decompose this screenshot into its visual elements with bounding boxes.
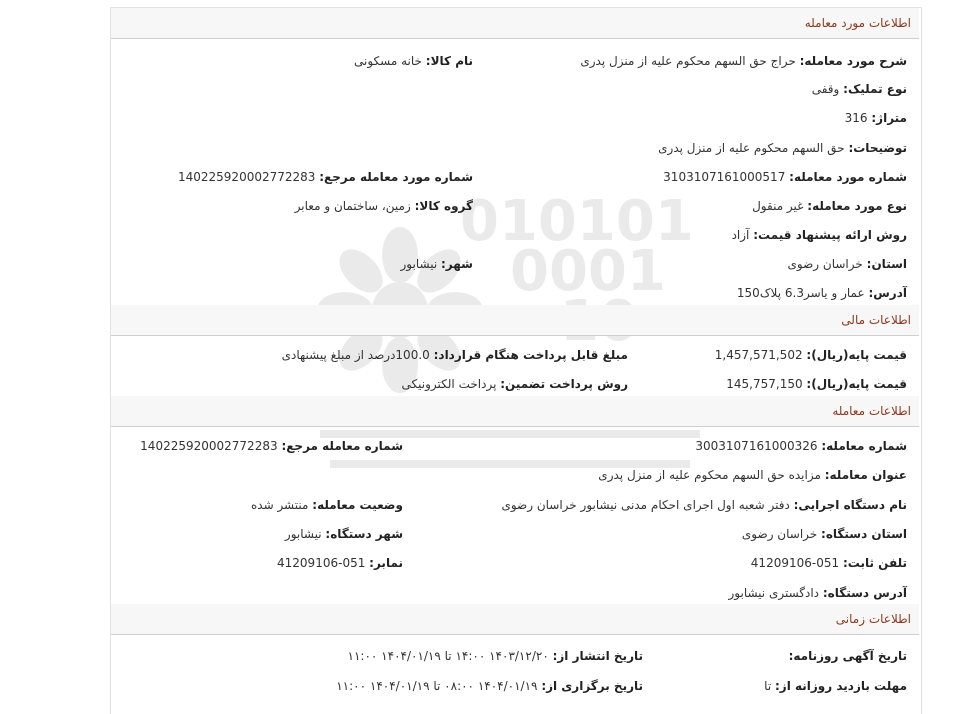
label: تلفن ثابت: <box>842 556 907 570</box>
label: قیمت پایه(ریال): <box>806 377 907 391</box>
label: تاریخ آگهی روزنامه: <box>788 649 907 663</box>
value: ۱۴۰۴/۰۱/۱۹ ۰۸:۰۰ تا ۱۴۰۴/۰۱/۱۹ ۱۱:۰۰ <box>336 679 538 693</box>
field-base-price <box>715 348 907 362</box>
field-hold <box>336 679 643 693</box>
field-offer-method <box>732 228 907 242</box>
label: توضیحات: <box>848 141 907 155</box>
label: آدرس: <box>868 286 907 300</box>
value: 051-41209106 <box>277 556 366 570</box>
field-province <box>788 257 907 271</box>
field-area <box>845 111 907 125</box>
section-deal <box>111 396 919 427</box>
value: غیر منقول <box>752 199 804 213</box>
label: گروه کالا: <box>414 199 473 213</box>
value: 3103107161000517 <box>663 170 786 184</box>
field-city <box>401 257 473 271</box>
label: شماره معامله مرجع: <box>281 439 403 453</box>
field-ownership <box>812 82 907 96</box>
value: دفتر شعبه اول اجرای احکام مدنی نیشابور خراسان رضوی <box>501 498 790 512</box>
row-base-price <box>111 348 913 372</box>
row-ownership <box>111 82 913 106</box>
value: خراسان رضوی <box>787 257 863 271</box>
value: مزایده حق السهم محکوم علیه از منزل پدری <box>598 468 821 482</box>
value: پرداخت الکترونیکی <box>401 377 497 391</box>
field-visit <box>764 679 907 693</box>
value: نیشابور <box>400 257 438 271</box>
value: حق السهم محکوم علیه از منزل پدری <box>658 141 845 155</box>
value: حراج حق السهم محکوم علیه از منزل پدری <box>580 54 796 68</box>
section-title: اطلاعات مورد معامله <box>804 16 911 30</box>
field-description <box>580 54 907 68</box>
label: نام دستگاه اجرایی: <box>793 498 907 512</box>
value: 051-41209106 <box>750 556 840 570</box>
row-area <box>111 111 913 135</box>
field-item-number <box>663 170 907 184</box>
label: شماره مورد معامله: <box>789 170 907 184</box>
value: وقفی <box>811 82 840 96</box>
label: مهلت بازدید روزانه از: <box>775 679 907 693</box>
value: 316 <box>844 111 868 125</box>
row-executor <box>111 498 913 522</box>
row-visit <box>111 679 913 703</box>
label: نوع مورد معامله: <box>807 199 907 213</box>
label: تاریخ انتشار از: <box>552 649 643 663</box>
value: خانه مسکونی <box>354 54 422 68</box>
field-notes <box>658 141 907 155</box>
field-base-price-2 <box>726 377 907 391</box>
section-title: اطلاعات مالی <box>841 313 911 327</box>
field-phone <box>751 556 907 570</box>
field-newspaper <box>789 649 907 663</box>
field-item-type <box>752 199 907 213</box>
field-publish <box>348 649 643 663</box>
value: 140225920002772283 <box>177 170 316 184</box>
value: 145,757,150 <box>726 377 803 391</box>
field-guarantee <box>402 377 628 391</box>
value: آزاد <box>731 228 750 242</box>
field-payable <box>282 348 628 362</box>
row-description <box>111 54 913 78</box>
value: ۱۴۰۳/۱۲/۲۰ ۱۴:۰۰ تا ۱۴۰۴/۰۱/۱۹ ۱۱:۰۰ <box>347 649 549 663</box>
label: متراژ: <box>871 111 907 125</box>
row-offer-method <box>111 228 913 252</box>
field-fax <box>277 556 403 570</box>
value: 3003107161000326 <box>695 439 818 453</box>
label: مبلغ قابل پرداخت هنگام قرارداد: <box>433 348 628 362</box>
label: نوع تملیک: <box>843 82 907 96</box>
value: 100.0درصد از مبلغ پیشنهادی <box>281 348 430 362</box>
field-deal-number <box>695 439 907 453</box>
value: 140225920002772283 <box>140 439 278 453</box>
row-province <box>111 257 913 281</box>
label: شماره مورد معامله مرجع: <box>319 170 473 184</box>
label: استان دستگاه: <box>821 527 907 541</box>
field-goods-group <box>295 199 473 213</box>
label: نمابر: <box>369 556 403 570</box>
field-org-address <box>728 586 907 600</box>
label: استان: <box>866 257 907 271</box>
label: شرح مورد معامله: <box>799 54 907 68</box>
value: عمار و یاسر6.3 پلاک150 <box>736 286 865 300</box>
value: دادگستری نیشابور <box>728 586 820 600</box>
label: نام کالا: <box>425 54 473 68</box>
row-deal-number <box>111 439 913 463</box>
row-newspaper <box>111 649 913 673</box>
row-item-type <box>111 199 913 223</box>
label: وضعیت معامله: <box>312 498 403 512</box>
row-notes <box>111 141 913 165</box>
value: خراسان رضوی <box>741 527 818 541</box>
row-phone <box>111 556 913 580</box>
field-status <box>251 498 403 512</box>
value: نیشابور <box>284 527 322 541</box>
value: تا <box>764 679 772 693</box>
value: زمین، ساختمان و معابر <box>294 199 411 213</box>
label: شهر دستگاه: <box>325 527 403 541</box>
section-financial <box>111 305 919 336</box>
label: قیمت پایه(ریال): <box>806 348 907 362</box>
field-deal-ref-number <box>140 439 403 453</box>
field-ref-number <box>178 170 473 184</box>
field-executor <box>501 498 907 512</box>
label: شهر: <box>441 257 473 271</box>
section-title: اطلاعات معامله <box>832 404 911 418</box>
field-address <box>737 286 907 300</box>
section-item-info <box>111 8 919 39</box>
label: تاریخ برگزاری از: <box>541 679 643 693</box>
label: روش ارائه پیشنهاد قیمت: <box>753 228 907 242</box>
field-org-province <box>742 527 907 541</box>
section-time <box>111 604 919 635</box>
field-deal-title <box>598 468 907 482</box>
section-title: اطلاعات زمانی <box>835 612 911 626</box>
label: عنوان معامله: <box>824 468 907 482</box>
field-goods-name <box>354 54 473 68</box>
field-org-city <box>285 527 403 541</box>
row-item-number <box>111 170 913 194</box>
row-deal-title <box>111 468 913 492</box>
value: منتشر شده <box>250 498 309 512</box>
label: شماره معامله: <box>821 439 907 453</box>
label: روش پرداخت تضمین: <box>500 377 628 391</box>
row-org-province <box>111 527 913 551</box>
value: 1,457,571,502 <box>714 348 803 362</box>
label: آدرس دستگاه: <box>822 586 907 600</box>
